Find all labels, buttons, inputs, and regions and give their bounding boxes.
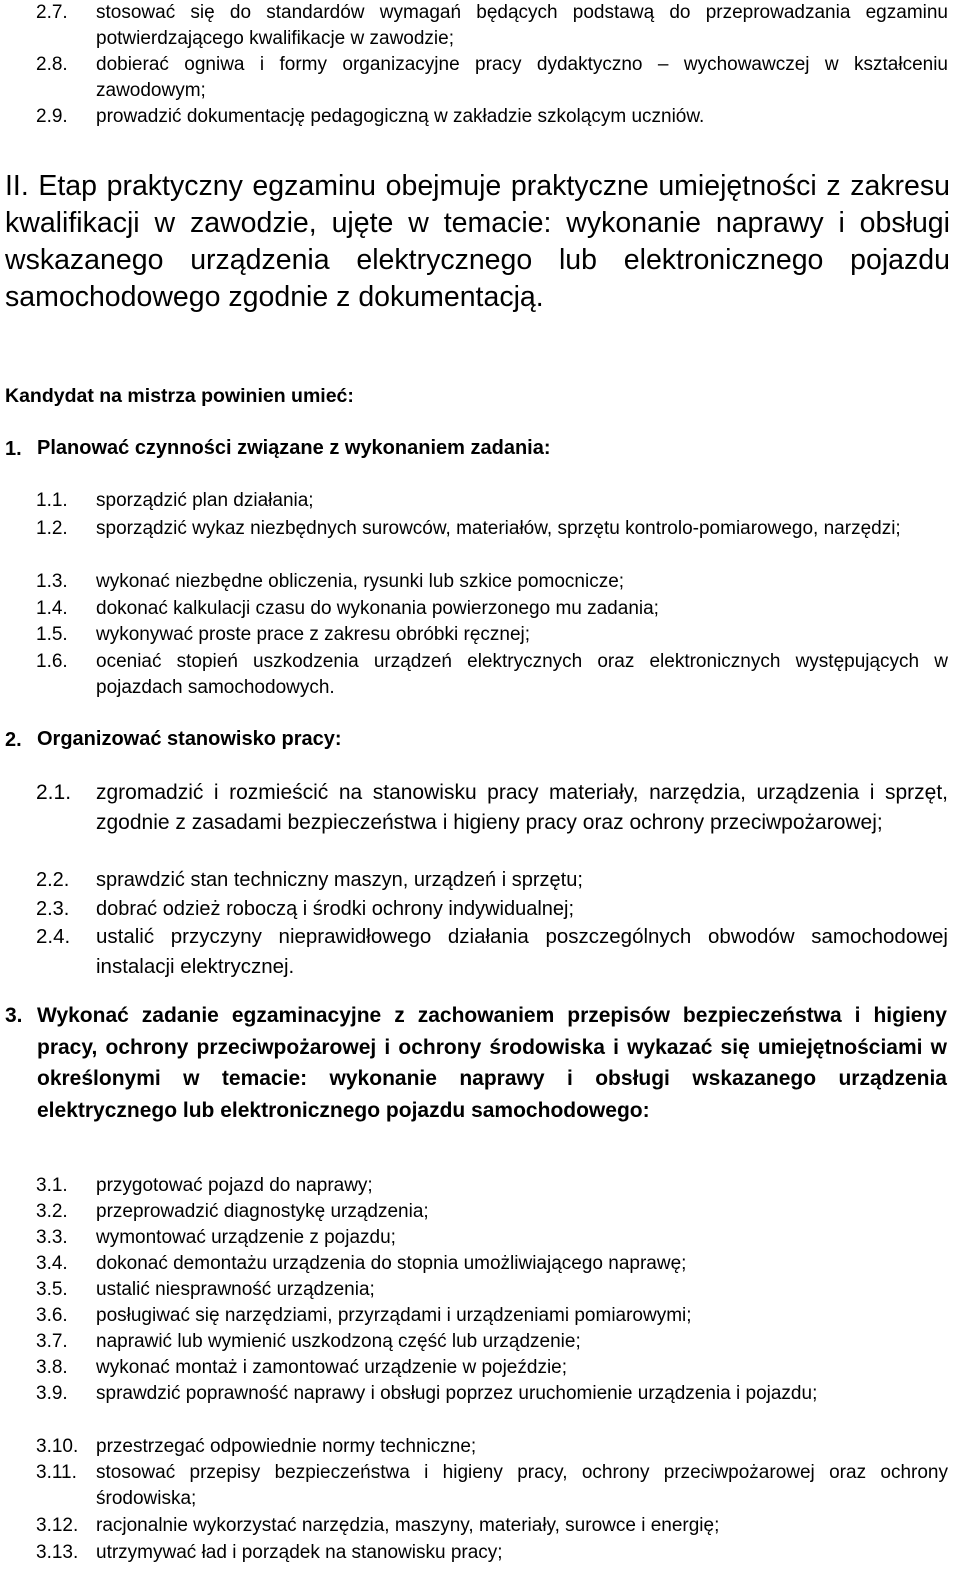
item-text: przygotować pojazd do naprawy; [96, 1175, 373, 1196]
list-item [36, 1540, 948, 1566]
item-text: utrzymywać ład i porządek na stanowisku pracy; [96, 1542, 503, 1563]
list-item [36, 569, 948, 595]
item-text: zgromadzić i rozmieścić na stanowisku pracy materiały, narzędzia, urządzenia i sprzęt, zgodnie z zasadami bezpieczeństwa i higieny pracy oraz ochrony przeciwpożarowej; [96, 781, 948, 834]
item-text: przestrzegać odpowiednie normy techniczne; [96, 1436, 477, 1457]
item-number: 2.3. [36, 898, 70, 920]
item-number: 1.3. [36, 571, 68, 592]
item-number: 1.2. [36, 518, 68, 539]
list-item [36, 1355, 948, 1381]
item-text: wykonywać proste prace z zakresu obróbki ręcznej; [96, 624, 531, 645]
item-number: 2.2. [36, 869, 70, 891]
item-text: wykonać niezbędne obliczenia, rysunki lub szkice pomocnicze; [96, 571, 625, 592]
item-text: prowadzić dokumentację pedagogiczną w zakładzie szkolącym uczniów. [96, 106, 705, 127]
item-number: 3.13. [36, 1542, 79, 1563]
item-number: 1.1. [36, 490, 68, 511]
list-item [36, 516, 948, 542]
item-text: przeprowadzić diagnostykę urządzenia; [96, 1201, 429, 1222]
item-number: 2.9. [36, 106, 68, 127]
item-text: ustalić niesprawność urządzenia; [96, 1279, 375, 1300]
list-item [36, 1303, 948, 1329]
section-number: 2. [5, 729, 22, 751]
item-number: 3.10. [36, 1436, 79, 1457]
list-item [36, 52, 948, 104]
list-item [36, 1381, 948, 1407]
item-text: sporządzić wykaz niezbędnych surowców, materiałów, sprzętu kontrolo-pomiarowego, narzędzi; [96, 518, 901, 539]
list-item [36, 922, 948, 982]
list-item [36, 649, 948, 701]
item-number: 3.1. [36, 1175, 68, 1196]
list-item [36, 1225, 948, 1251]
list-item [36, 778, 948, 838]
list-item [36, 622, 948, 648]
item-number: 3.7. [36, 1331, 68, 1352]
item-text: wykonać montaż i zamontować urządzenie w pojeździe; [96, 1357, 568, 1378]
section-title: Wykonać zadanie egzaminacyjne z zachowaniem przepisów bezpieczeństwa i higieny pracy, ochrony przeciwpożarowej i ochrony środowiska i wykazać się umiejętnościami w określonymi w temacie: wykonanie naprawy i obsługi wskazanego urządzenia elektrycznego lub elektronicznego pojazdu samochodowego: [37, 1004, 947, 1122]
item-number: 3.2. [36, 1201, 68, 1222]
stage-paragraph: II. Etap praktyczny egzaminu obejmuje praktyczne umiejętności z zakresu kwalifikacji w zawodzie, ujęte w temacie: wykonanie naprawy i obsługi wskazanego urządzenia elektrycznego lub elektronicznego pojazdu samochodowego zgodnie z dokumentacją. [5, 170, 950, 313]
item-text: dobrać odzież roboczą i środki ochrony indywidualnej; [96, 898, 575, 920]
list-item [36, 1199, 948, 1225]
list-item [36, 1251, 948, 1277]
item-text: ustalić przyczyny nieprawidłowego działania poszczególnych obwodów samochodowej instalacji elektrycznej. [96, 925, 948, 978]
list-item [36, 895, 948, 923]
candidate-heading: Kandydat na mistrza powinien umieć: [5, 385, 354, 407]
item-number: 3.6. [36, 1305, 68, 1326]
item-text: dokonać kalkulacji czasu do wykonania powierzonego mu zadania; [96, 598, 659, 619]
list-item [36, 488, 948, 514]
item-number: 1.5. [36, 624, 68, 645]
item-text: sporządzić plan działania; [96, 490, 314, 511]
list-item [36, 1434, 948, 1460]
item-text: sprawdzić stan techniczny maszyn, urządzeń i sprzętu; [96, 869, 583, 891]
item-text: naprawić lub wymienić uszkodzoną część lub urządzenie; [96, 1331, 581, 1352]
section-title: Planować czynności związane z wykonaniem zadania: [37, 437, 551, 459]
item-text: oceniać stopień uszkodzenia urządzeń elektrycznych oraz elektronicznych występujących w pojazdach samochodowych. [96, 651, 948, 698]
list-item [36, 866, 948, 894]
item-number: 3.8. [36, 1357, 68, 1378]
item-number: 3.11. [36, 1462, 77, 1483]
item-number: 1.6. [36, 651, 68, 672]
item-text: racjonalnie wykorzystać narzędzia, maszyny, materiały, surowce i energię; [96, 1515, 720, 1536]
item-number: 3.5. [36, 1279, 68, 1300]
item-number: 3.9. [36, 1383, 68, 1404]
item-text: dokonać demontażu urządzenia do stopnia umożliwiającego naprawę; [96, 1253, 687, 1274]
list-item [36, 1513, 948, 1539]
item-number: 2.1. [36, 781, 72, 804]
item-number: 1.4. [36, 598, 68, 619]
item-number: 3.3. [36, 1227, 68, 1248]
list-item [36, 0, 948, 52]
section-title: Organizować stanowisko pracy: [37, 728, 342, 750]
item-number: 2.8. [36, 54, 68, 75]
list-item [36, 104, 948, 130]
list-item [36, 1329, 948, 1355]
item-number: 3.4. [36, 1253, 68, 1274]
list-item [36, 1460, 948, 1512]
item-text: stosować się do standardów wymagań będących podstawą do przeprowadzania egzaminu potwierdzającego kwalifikacje w zawodzie; [96, 2, 948, 49]
item-text: posługiwać się narzędziami, przyrządami i urządzeniami pomiarowymi; [96, 1305, 692, 1326]
section-number: 3. [5, 1004, 23, 1027]
item-number: 3.12. [36, 1515, 79, 1536]
item-text: stosować przepisy bezpieczeństwa i higieny pracy, ochrony przeciwpożarowej oraz ochrony środowiska; [96, 1462, 948, 1509]
item-number: 2.4. [36, 925, 71, 948]
item-text: wymontować urządzenie z pojazdu; [96, 1227, 396, 1248]
item-number: 2.7. [36, 2, 68, 23]
list-item [36, 1173, 948, 1199]
section-number: 1. [5, 438, 22, 460]
item-text: sprawdzić poprawność naprawy i obsługi poprzez uruchomienie urządzenia i pojazdu; [96, 1383, 818, 1404]
item-text: dobierać ogniwa i formy organizacyjne pracy dydaktyczno – wychowawczej w kształceniu zawodowym; [96, 54, 948, 101]
list-item [36, 596, 948, 622]
list-item [36, 1277, 948, 1303]
